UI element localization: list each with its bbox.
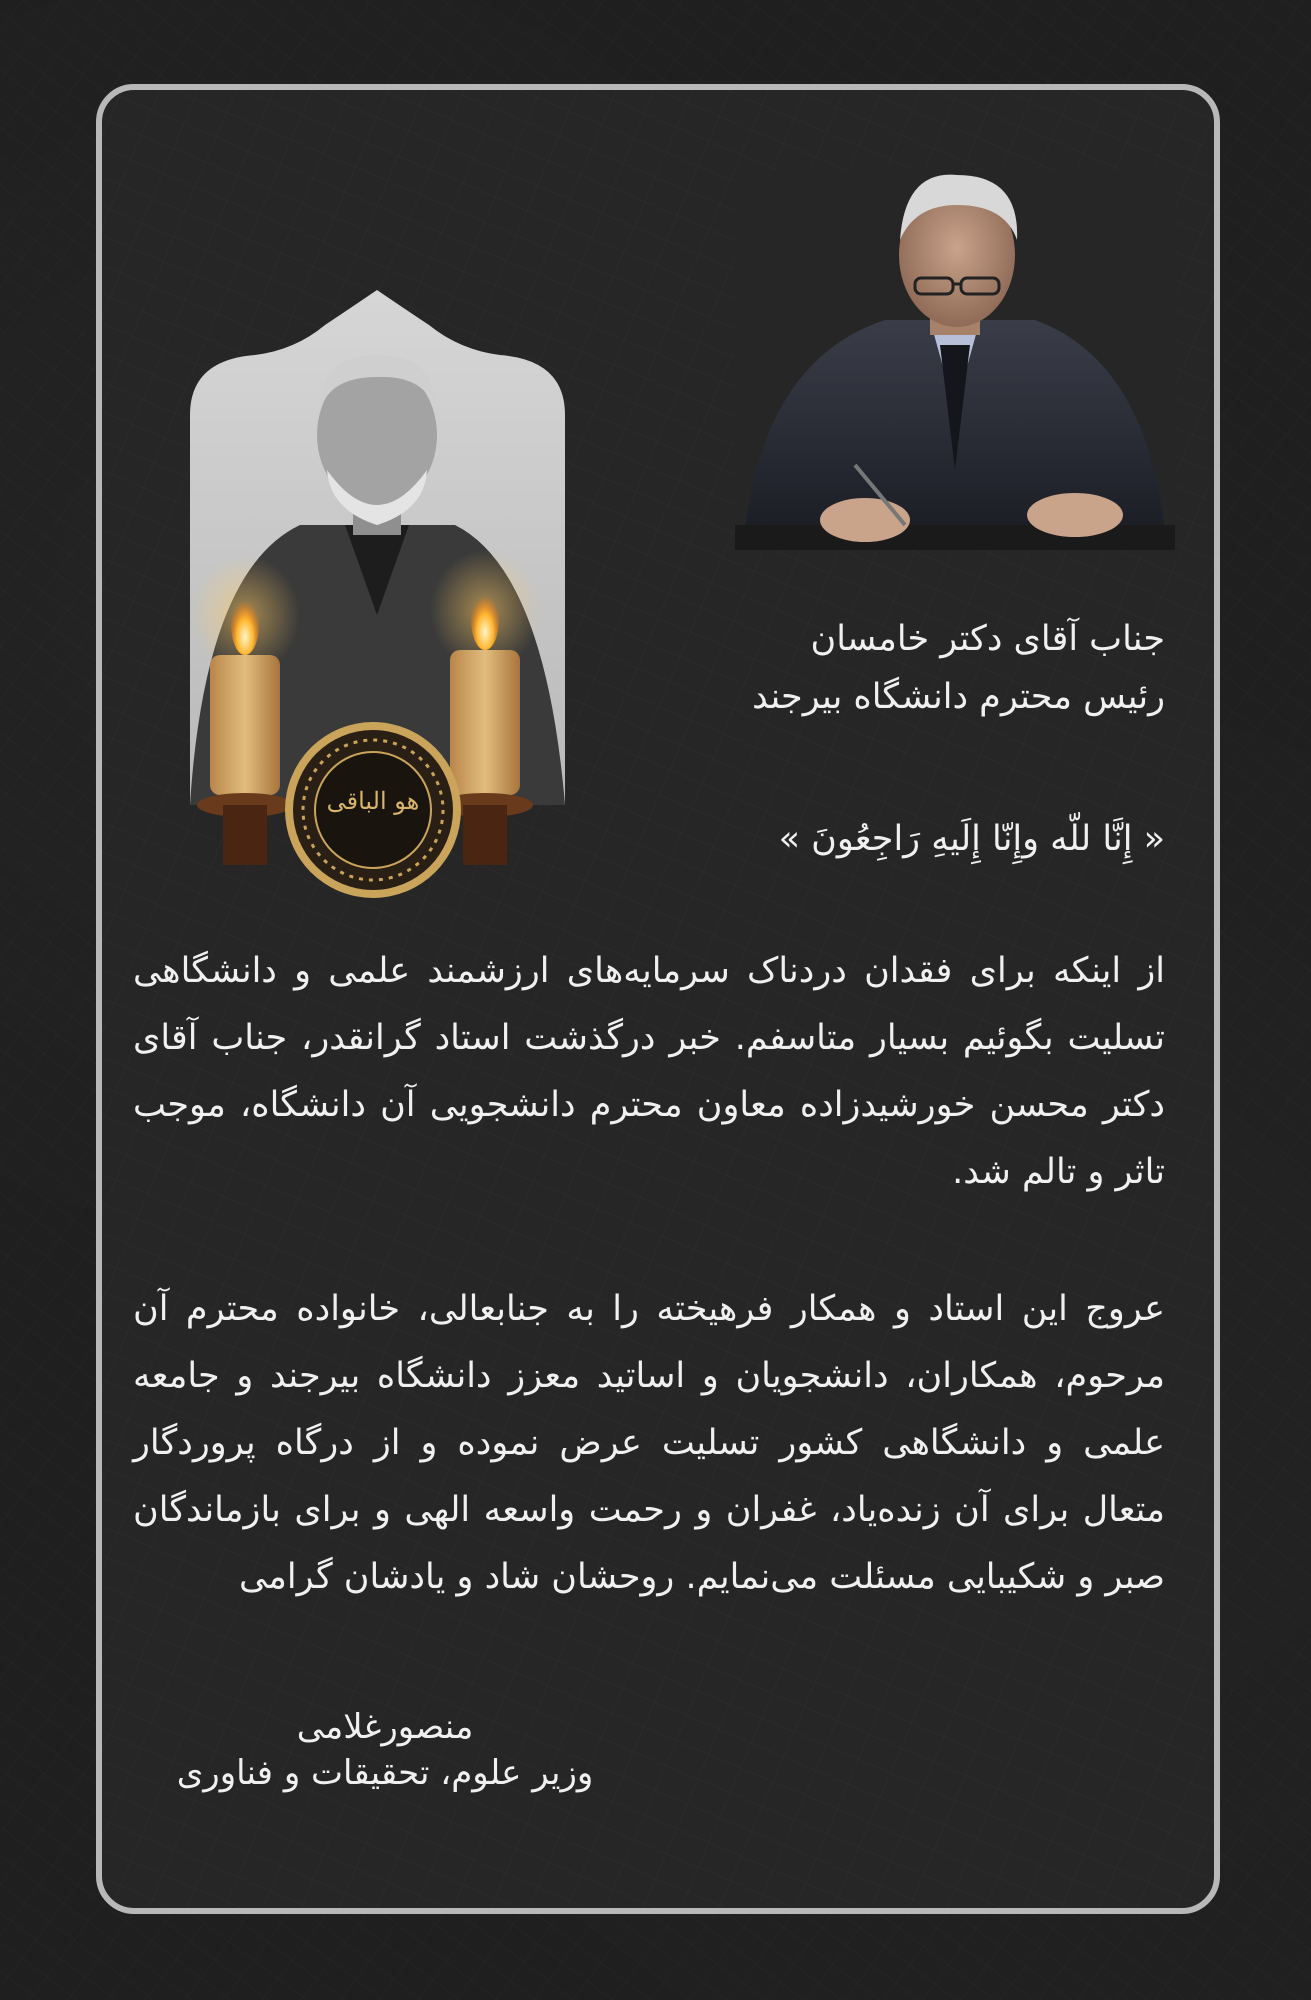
signature-title: وزیر علوم، تحقیقات و فناوری <box>176 1753 594 1793</box>
addressee-block <box>565 610 1165 726</box>
addressee-name: جناب آقای دکتر خامسان <box>810 619 1165 659</box>
minister-photo <box>735 170 1175 550</box>
addressee-title: رئیس محترم دانشگاه بیرجند <box>752 677 1165 717</box>
signature-block <box>170 1704 600 1796</box>
signature-name: منصورغلامی <box>296 1707 474 1747</box>
condolence-paragraph-2: عروج این استاد و همکار فرهیخته را به جنابعالی، خانواده محترم آن مرحوم، همکاران، دانشجویان و اساتید معزز دانشگاه بیرجند و جامعه علمی و دانشگاهی کشور تسلیت عرض نموده و از درگاه پروردگار متعال برای آن زنده‌یاد، غفران و رحمت واسعه الهی و برای بازماندگان صبر و شکیبایی مسئلت می‌نمایم. روحشان شاد و یادشان گرامی <box>133 1289 1165 1597</box>
quran-verse: « إِنَّا للّه وإِنّا إِلَیهِ رَاجِعُونَ » <box>778 819 1165 859</box>
emblem-text: هو الباقی <box>326 787 420 815</box>
condolence-paragraph-1: از اینکه برای فقدان دردناک سرمایه‌های ارزشمند علمی و دانشگاهی تسلیت بگوئیم بسیار متاسفم. خبر درگذشت استاد گرانقدر، جناب آقای دکتر محسن خورشیدزاده معاون محترم دانشجویی آن دانشگاه، موجب تاثر و تالم شد. <box>133 951 1165 1192</box>
